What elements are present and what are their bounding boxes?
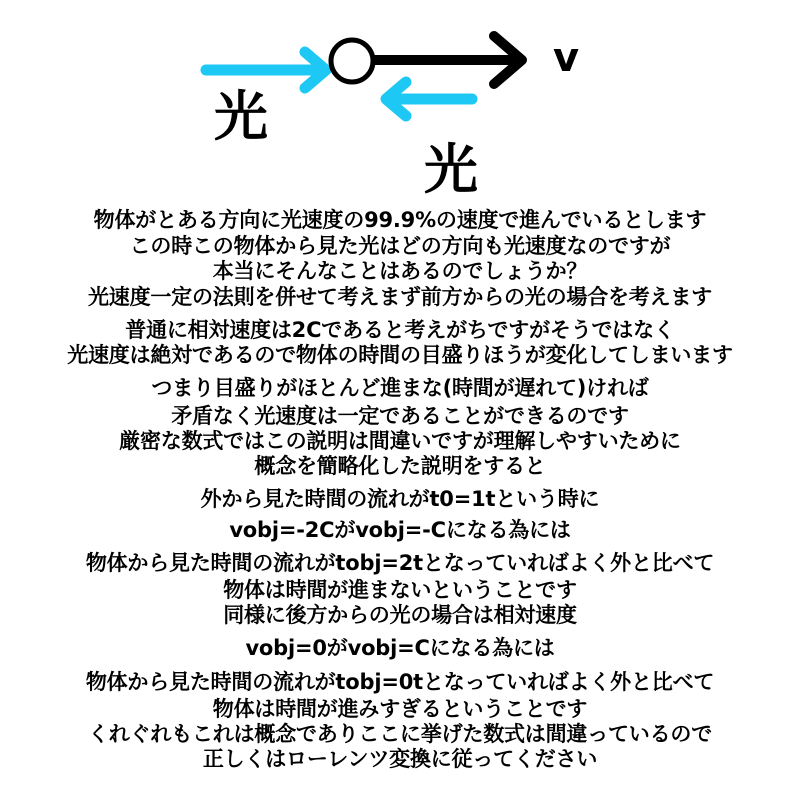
light-label-left: 光 (214, 85, 268, 148)
text-line: 物体は時間が進みすぎるということです (212, 697, 588, 721)
text-line: 正しくはローレンツ変換に従ってください (202, 747, 598, 771)
text-line: vobj=0がvobj=Cになる為には (245, 636, 555, 660)
text-line: 物体から見た時間の流れがtobj=2tとなっていればよく外と比べて (85, 551, 715, 575)
text-line: 矛盾なく光速度は一定であることができるのです (171, 404, 629, 428)
text-line: vobj=-2Cがvobj=-Cになる為には (229, 518, 571, 542)
text-line: 普通に相対速度は2Cであると考えがちですがそうではなく (125, 318, 675, 342)
text-line: この時この物体から見た光はどの方向も光速度なのですが (129, 234, 671, 258)
text-line: 厳密な数式ではこの説明は間違いですが理解しやすいために (119, 429, 681, 453)
text-line: 同様に後方からの光の場合は相対速度 (223, 603, 577, 627)
text-line: 概念を簡略化した説明をすると (254, 454, 546, 478)
light-label-right: 光 (424, 138, 478, 201)
text-line: 物体から見た時間の流れがtobj=0tとなっていればよく外と比べて (85, 670, 715, 694)
text-line: くれぐれもこれは概念でありここに挙げた数式は間違っているので (88, 722, 712, 746)
text-line: 光速度一定の法則を併せて考えまず前方からの光の場合を考えます (88, 285, 712, 309)
text-line: つまり目盛りがほとんど進まな(時間が遅れて)ければ (151, 376, 649, 400)
text-line: 外から見た時間の流れがt0=1tという時に (200, 487, 600, 511)
velocity-label: v (553, 35, 580, 81)
text-line: 物体がとある方向に光速度の99.9%の速度で進んでいるとします (93, 208, 707, 232)
text-line: 本当にそんなことはあるのでしょうか？ (212, 259, 588, 283)
text-line: 光速度は絶対であるので物体の時間の目盛りほうが変化してしまいます (67, 343, 733, 367)
text-line: 物体は時間が進まないということです (223, 578, 577, 602)
